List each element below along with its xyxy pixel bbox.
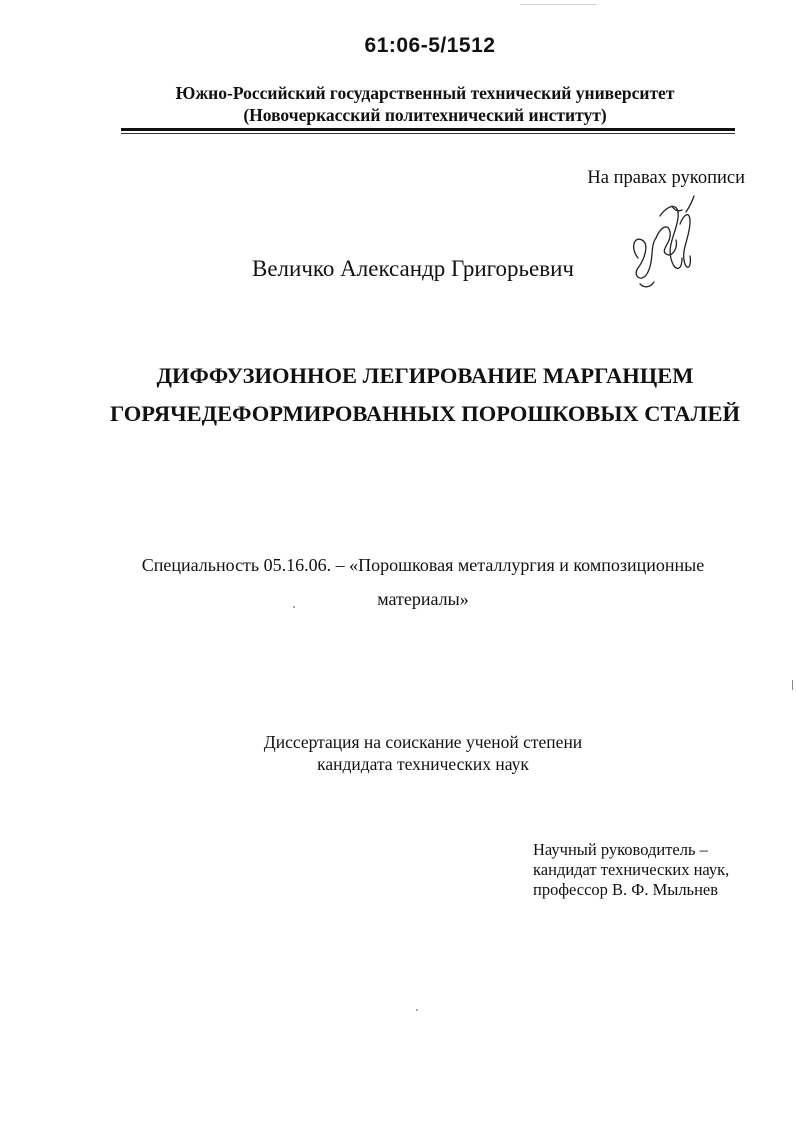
- degree-line-1: Диссертация на соискание ученой степени: [263, 732, 583, 752]
- signature-stroke-5: [686, 196, 694, 212]
- author-name: Величко Александр Григорьевич: [252, 256, 574, 281]
- university-name: [0, 82, 796, 126]
- title-line-2: ГОРЯЧЕДЕФОРМИРОВАННЫХ ПОРОШКОВЫХ СТАЛЕЙ: [110, 401, 740, 426]
- supervisor-line-2: кандидат технических наук,: [533, 860, 730, 879]
- signature-stroke-7: [640, 282, 654, 287]
- specialty-line-2: материалы»: [377, 589, 469, 609]
- signature-stroke-2: [656, 227, 676, 255]
- signature-image: [620, 188, 710, 298]
- signature-stroke-1: [634, 238, 656, 278]
- scan-artifact-line: [520, 4, 596, 5]
- supervisor-block: [533, 840, 729, 900]
- degree-line-2: кандидата технических наук: [317, 754, 529, 774]
- dissertation-title: [0, 357, 796, 433]
- university-line-1: Южно-Российский государственный технический университет: [175, 83, 675, 103]
- header-rule-thin: [121, 133, 735, 134]
- specialty-statement: [118, 548, 728, 616]
- university-line-2: (Новочеркасский политехнический институт): [243, 105, 607, 125]
- manuscript-note: На правах рукописи: [587, 168, 745, 188]
- signature-stroke-3: [660, 207, 682, 269]
- scan-speck: [416, 1009, 418, 1011]
- specialty-line-1: Специальность 05.16.06. – «Порошковая металлургия и композиционные: [141, 555, 705, 575]
- degree-statement: [0, 731, 796, 775]
- title-line-1: ДИФФУЗИОННОЕ ЛЕГИРОВАНИЕ МАРГАНЦЕМ: [156, 363, 694, 388]
- header-rule-thick: [121, 128, 735, 131]
- catalog-code: 61:06-5/1512: [364, 34, 496, 57]
- scan-speck: [293, 606, 295, 608]
- scan-speck: [792, 680, 793, 690]
- supervisor-line-3: профессор В. Ф. Мыльнев: [533, 880, 719, 899]
- supervisor-line-1: Научный руководитель –: [533, 840, 708, 859]
